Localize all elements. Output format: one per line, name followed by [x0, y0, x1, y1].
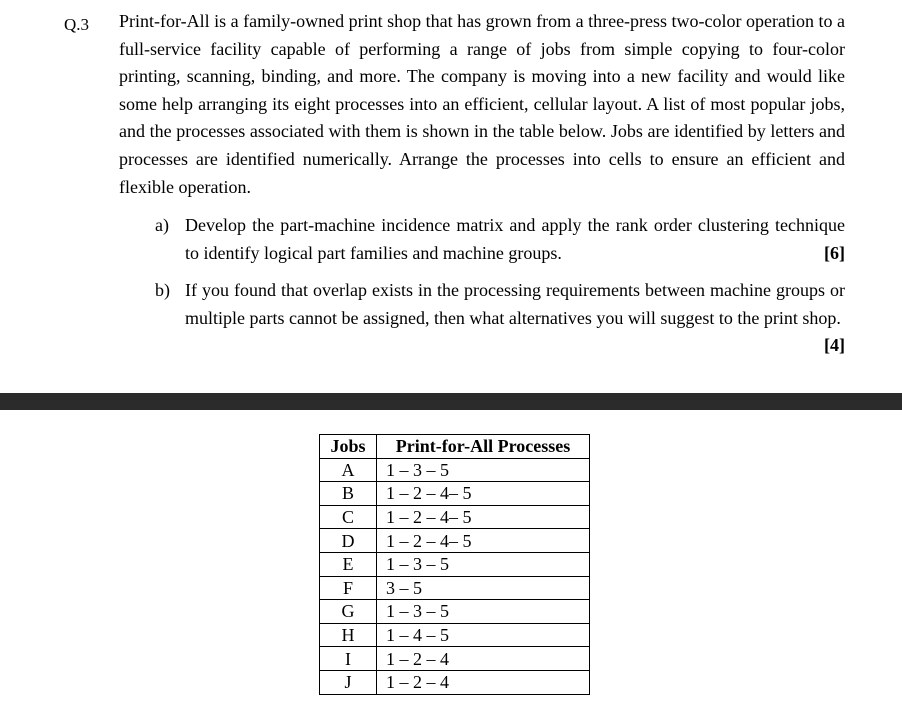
- sub-question-a-body: [185, 212, 845, 267]
- sub-question-a: [155, 212, 845, 267]
- table-row: [320, 458, 590, 482]
- table-row: [320, 505, 590, 529]
- job-cell: D: [320, 529, 377, 553]
- sub-question-b-label: b): [155, 280, 170, 300]
- question-number: Q.3: [64, 15, 90, 34]
- sub-question-a-marks: [6]: [824, 242, 845, 263]
- job-cell: I: [320, 647, 377, 671]
- table-row: [320, 552, 590, 576]
- processes-cell: 1 – 3 – 5: [377, 458, 590, 482]
- processes-cell: 1 – 2 – 4– 5: [377, 482, 590, 506]
- sub-question-b: [155, 277, 845, 360]
- job-cell: H: [320, 623, 377, 647]
- processes-cell: 1 – 2 – 4– 5: [377, 529, 590, 553]
- job-cell: E: [320, 552, 377, 576]
- job-cell: J: [320, 670, 377, 694]
- processes-cell: 1 – 2 – 4: [377, 670, 590, 694]
- sub-question-a-text: Develop the part-machine incidence matrix and apply the rank order clustering technique to identify logical part families and machine groups.: [185, 215, 845, 263]
- question-intro: Print-for-All is a family-owned print shop that has grown from a three-press two-color operation to a full-service facility capable of performing a range of jobs from simple copying to four-color printing, scanning, binding, and more. The company is moving into a new facility and would like some help arranging its eight processes into an efficient, cellular layout. A list of most popular jobs, and the processes associated with them is shown in the table below. Jobs are identified by letters and processes are identified numerically. Arrange the processes into cells to ensure an efficient and flexible operation.: [119, 11, 845, 197]
- processes-cell: 3 – 5: [377, 576, 590, 600]
- table-header-row: [320, 435, 590, 459]
- processes-cell: 1 – 3 – 5: [377, 600, 590, 624]
- processes-cell: 1 – 4 – 5: [377, 623, 590, 647]
- sub-question-b-body: [185, 277, 845, 356]
- table-row: [320, 623, 590, 647]
- header-processes: Print-for-All Processes: [377, 435, 590, 459]
- job-cell: B: [320, 482, 377, 506]
- header-jobs: Jobs: [320, 435, 377, 459]
- table-row: [320, 600, 590, 624]
- processes-cell: 1 – 2 – 4– 5: [377, 505, 590, 529]
- sub-question-a-label: a): [155, 215, 169, 235]
- table-row: [320, 529, 590, 553]
- table-row: [320, 576, 590, 600]
- sub-question-b-text: If you found that overlap exists in the processing requirements between machine groups or multiple parts cannot be assigned, then what alternatives you will suggest to the print shop.: [185, 280, 845, 328]
- job-cell: G: [320, 600, 377, 624]
- table-row: [320, 482, 590, 506]
- jobs-processes-table: [319, 434, 590, 695]
- job-cell: A: [320, 458, 377, 482]
- processes-cell: 1 – 3 – 5: [377, 552, 590, 576]
- job-cell: F: [320, 576, 377, 600]
- processes-cell: 1 – 2 – 4: [377, 647, 590, 671]
- section-divider: [0, 393, 902, 410]
- table-row: [320, 670, 590, 694]
- table-row: [320, 647, 590, 671]
- sub-question-b-marks: [4]: [824, 335, 845, 356]
- job-cell: C: [320, 505, 377, 529]
